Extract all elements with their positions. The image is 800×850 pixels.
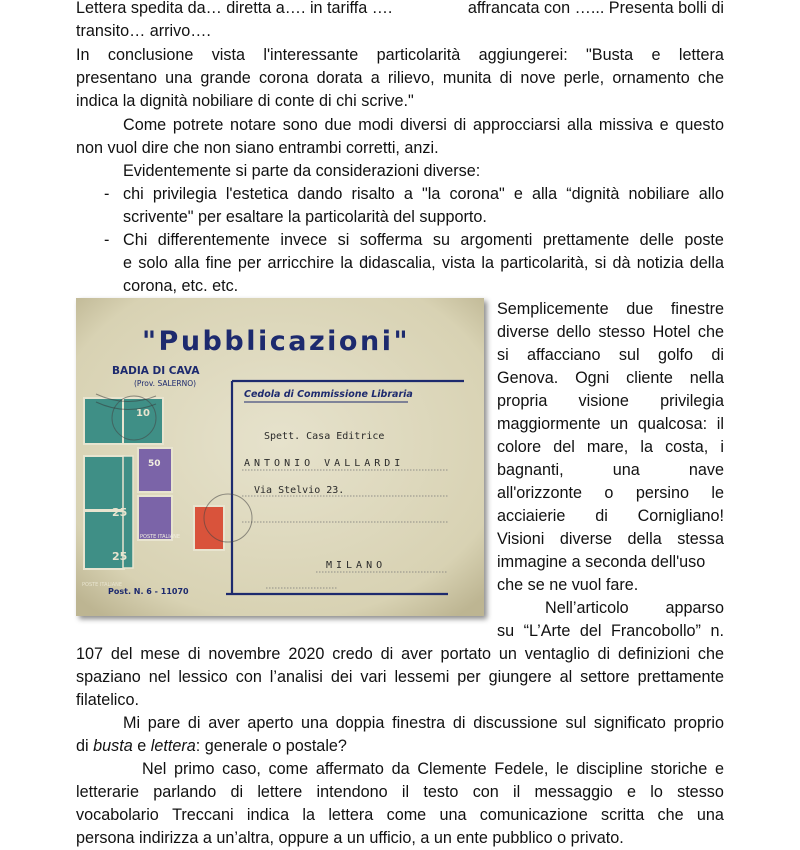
text-run: e [132, 737, 151, 755]
word: si [337, 231, 350, 249]
word: di [230, 783, 244, 801]
stamp-value: 25 [112, 506, 128, 519]
word: il [716, 415, 724, 433]
word: i [720, 438, 724, 456]
text-line: filatelico. [76, 691, 139, 709]
word: nave [688, 461, 724, 479]
word: la [640, 438, 653, 456]
text-line: transito… arrivo…. [76, 22, 211, 40]
word: Ogni [575, 369, 610, 387]
word: argomenti [460, 231, 533, 249]
text-line [76, 643, 724, 666]
text-line [497, 574, 638, 597]
text-run: 107 del mese di novembre 2020 credo di aver portato un ventaglio di definizioni che [76, 645, 724, 663]
word: vista [211, 46, 245, 64]
text-run: Come potrete notare sono due modi diversi di approcciarsi alla missiva e questo [123, 116, 724, 134]
word: affacciano [527, 346, 601, 364]
sender-province: (Prov. SALERNO) [134, 379, 197, 388]
text-line [76, 781, 724, 804]
word: “L’Arte [523, 622, 571, 640]
stamp-label: POSTE ITALIANE [82, 582, 123, 588]
text-line [497, 551, 705, 574]
text-line [76, 666, 724, 689]
word: delle [639, 231, 674, 249]
word: aggiungerei: [478, 46, 568, 64]
address-line: MILANO [326, 560, 387, 571]
word: all'orizzonte [497, 484, 582, 502]
word: Visioni [497, 530, 545, 548]
text-run: Mi pare di aver aperto una doppia finestra di discussione sul significato proprio [123, 714, 724, 732]
envelope-title: "Pubblicazioni" [141, 326, 411, 357]
word: il [401, 783, 410, 801]
word: Treccani [172, 806, 234, 824]
postage-stamp [84, 456, 124, 510]
text-line [497, 413, 724, 436]
bullet-dash: - [104, 185, 110, 203]
word: Hotel [652, 323, 691, 341]
bullet-line: corona, etc. etc. [123, 277, 239, 295]
text-line [497, 367, 724, 390]
stamp-value: 10 [136, 408, 150, 419]
word: Chi [123, 231, 148, 249]
word: finestre [670, 300, 724, 318]
word: golfo [657, 346, 694, 364]
bullet-line [123, 252, 724, 275]
postage-stamp-red [194, 506, 224, 550]
word: particolarità [376, 46, 461, 64]
word: su [497, 622, 515, 640]
word: diverse [559, 530, 613, 548]
word: "Busta [586, 46, 634, 64]
word: con [472, 783, 499, 801]
text-line [497, 298, 724, 321]
word: stessa [677, 530, 724, 548]
word: le [711, 484, 724, 502]
text-line [76, 44, 724, 67]
word: lettera [678, 46, 724, 64]
word: cliente [626, 369, 673, 387]
text-line: Evidentemente si parte da considerazioni diverse: [123, 162, 481, 180]
text-line [76, 735, 347, 758]
word: costa, [665, 438, 709, 456]
word: lettere [257, 783, 303, 801]
bullet-line [123, 183, 724, 206]
address-line: ANTONIO VALLARDI [244, 458, 405, 469]
text-line: indica la dignità nobiliare di conte di chi scrive." [76, 92, 414, 110]
word: dello [556, 323, 591, 341]
italic-word: busta [93, 737, 133, 755]
word: n. [710, 622, 724, 640]
word: e [627, 783, 637, 801]
envelope-image [76, 298, 484, 616]
text-line [497, 321, 724, 344]
text-line [545, 597, 724, 620]
word: mare, [586, 438, 629, 456]
postal-authorization: Post. N. 6 - 11070 [108, 587, 189, 596]
word: testo [423, 783, 459, 801]
word: invece [280, 231, 328, 249]
word: o [604, 484, 614, 502]
text-run: spaziano nel lessico con l’analisi dei vari lessemi per giungere al settore prettamente [76, 668, 724, 686]
word: sofferma [359, 231, 423, 249]
word: lettera [328, 806, 374, 824]
word: il [513, 783, 521, 801]
text-line [123, 114, 724, 137]
word: un [610, 415, 629, 433]
word: indica [246, 806, 290, 824]
text-run: presentano una grande corona dorata a rilievo, munita di nove perle, ornamento che [76, 69, 724, 87]
bullet-line: scrivente" per esaltare la particolarità del supporto. [123, 208, 487, 226]
text-line [76, 804, 724, 827]
address-line: Via Stelvio 23. [254, 485, 345, 496]
text-line [497, 459, 724, 482]
word: la [302, 806, 316, 824]
postage-stamp [123, 398, 163, 444]
word: maggiormente [497, 415, 601, 433]
word: e [651, 46, 661, 64]
form-header: Cedola di Commissione Libraria [244, 389, 413, 400]
text-line [497, 528, 724, 551]
word: privilegia [660, 392, 724, 410]
word: nella [689, 369, 724, 387]
word: diverse [497, 323, 550, 341]
word: Lettera spedita da… diretta a…. in tariffa …. [76, 0, 393, 17]
word: stesso [677, 783, 724, 801]
bullet-dash: - [104, 231, 110, 249]
word: qualcosa: [637, 415, 708, 433]
word: intendono [316, 783, 388, 801]
postage-stamp [138, 448, 172, 492]
word: sul [618, 346, 640, 364]
text-run: e solo alla fine per arricchire la didascalia, vista la particolarità, si dà notizia della [123, 254, 724, 272]
text-run: chi privilegia l'estetica dando risalto a "la corona" e alla “dignità nobiliare allo [123, 185, 724, 203]
word: propria [497, 392, 548, 410]
word: una [439, 806, 467, 824]
text-run: Nel primo caso, come affermato da Clemente Fedele, le discipline storiche e [142, 760, 724, 778]
text-run: di [76, 737, 94, 755]
sender-name: BADIA DI CAVA [112, 365, 200, 377]
word: differentemente [157, 231, 270, 249]
word: come [386, 806, 427, 824]
word: si [497, 346, 509, 364]
word: apparso [665, 599, 724, 617]
word: Semplicemente [497, 300, 609, 318]
stamp-value: 50 [148, 459, 161, 469]
text-line [76, 0, 724, 20]
word: In [76, 46, 90, 64]
word: di [595, 507, 608, 525]
word: conclusione [107, 46, 194, 64]
word: immagine a seconda dell'uso [497, 553, 706, 571]
word: che [657, 806, 684, 824]
word: Genova. [497, 369, 559, 387]
word: letterarie [76, 783, 139, 801]
word: persino [635, 484, 689, 502]
text-run: : generale o postale? [195, 737, 347, 755]
word: stesso [598, 323, 646, 341]
text-line [497, 482, 724, 505]
word: su [432, 231, 450, 249]
word: Francobollo” [610, 622, 701, 640]
word: affrancata con …... Presenta bolli di [467, 0, 724, 17]
text-line [497, 505, 724, 528]
word: di [711, 346, 724, 364]
word: due [626, 300, 654, 318]
word: parlando [153, 783, 217, 801]
word: vocabolario [76, 806, 159, 824]
stamp-label: POSTE ITALIANE [140, 534, 181, 540]
text-line [76, 67, 724, 90]
word: una [612, 461, 640, 479]
text-line: non vuol dire che non siano entrambi corretti, anzi. [76, 139, 439, 157]
word: Cornigliano! [637, 507, 724, 525]
word: acciaierie [497, 507, 566, 525]
word: visione [578, 392, 629, 410]
word: della [627, 530, 662, 548]
word: colore [497, 438, 542, 456]
bullet-line [123, 229, 724, 252]
text-line [497, 436, 724, 459]
word: messaggio [534, 783, 613, 801]
word: che se ne vuol fare. [497, 576, 639, 594]
word: prettamente [542, 231, 630, 249]
stamp-value: 25 [112, 550, 128, 563]
text-line: persona indirizza a un’altra, oppure a un ufficio, a un ente pubblico o privato. [76, 829, 624, 847]
word: che [697, 323, 724, 341]
text-line [497, 344, 724, 367]
word: una [696, 806, 724, 824]
word: del [553, 438, 575, 456]
text-line [142, 758, 724, 781]
text-line [123, 712, 724, 735]
text-line [497, 390, 724, 413]
word: l'interessante [263, 46, 359, 64]
address-line: Spett. Casa Editrice [264, 431, 385, 442]
word: poste [684, 231, 724, 249]
text-line [497, 620, 724, 643]
word: scritta [601, 806, 645, 824]
word: del [579, 622, 602, 640]
word: Nell’articolo [545, 599, 629, 617]
word: bagnanti, [497, 461, 564, 479]
word: lo [650, 783, 663, 801]
italic-word: lettera [150, 737, 196, 755]
word: comunicazione [479, 806, 588, 824]
